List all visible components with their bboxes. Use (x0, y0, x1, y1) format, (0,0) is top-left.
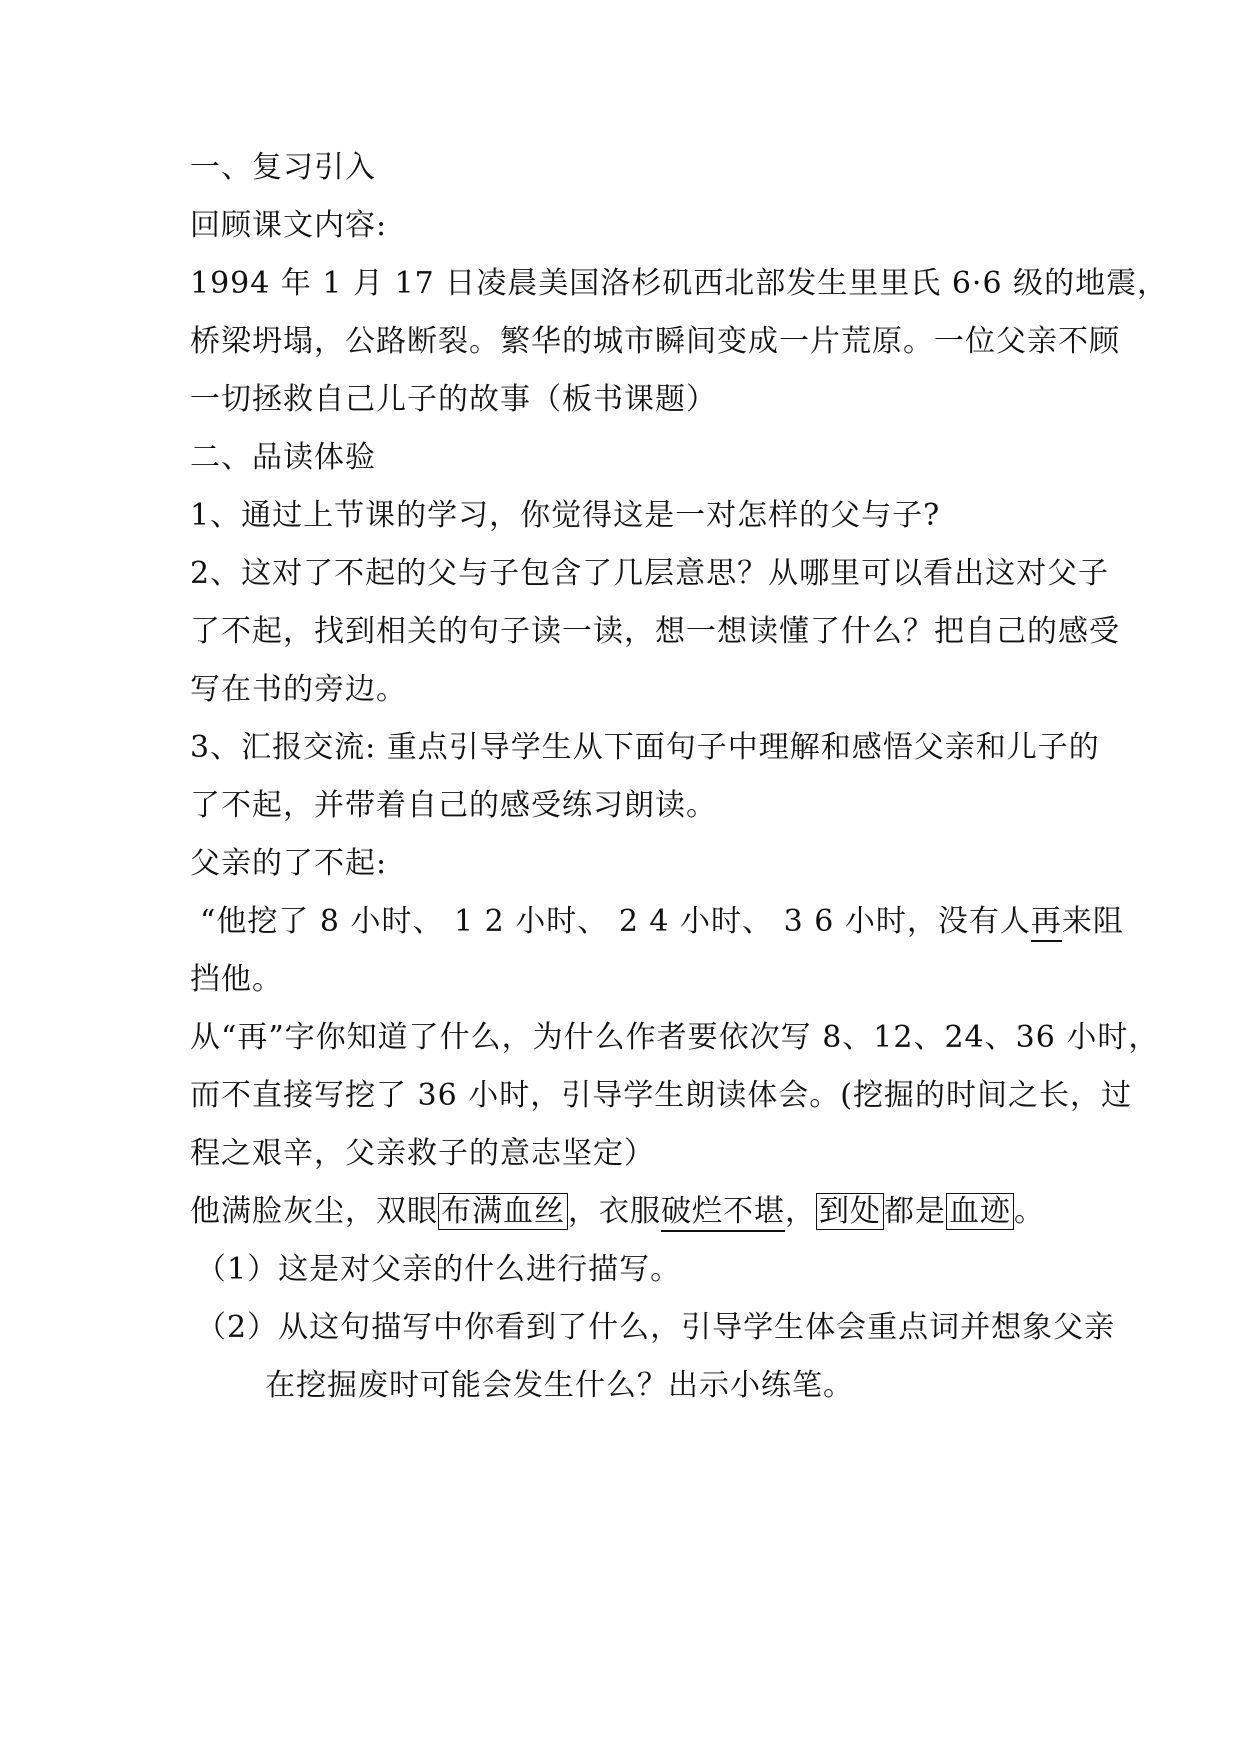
text-line: 了不起，找到相关的句子读一读，想一想读懂了什么？把自己的感受 (190, 614, 1120, 649)
sub-question-2: （2）从这句描写中你看到了什么，引导学生体会重点词并想象父亲 (196, 1310, 1116, 1345)
text-line: 程之艰辛，父亲救子的意志坚定） (190, 1136, 655, 1171)
boxed-phrase: 布满血丝 (438, 1193, 568, 1230)
quote-text: 来阻 (1061, 904, 1124, 939)
subheading-father: 父亲的了不起: (190, 846, 388, 881)
boxed-word: 血迹 (946, 1193, 1014, 1230)
text-line: 桥梁坍塌，公路断裂。繁华的城市瞬间变成一片荒原。一位父亲不顾 (190, 324, 1120, 359)
underlined-word: 再 (1031, 904, 1062, 942)
sub-question-1: （1）这是对父亲的什么进行描写。 (196, 1252, 682, 1287)
quote-line (200, 902, 1124, 942)
question-2: 2、这对了不起的父与子包含了几层意思？从哪里可以看出这对父子 (190, 556, 1110, 591)
sentence-text: ， (785, 1194, 816, 1229)
section-heading-review: 一、复习引入 (190, 150, 376, 185)
highlighted-sentence (190, 1192, 1060, 1232)
text-line: 在挖掘废时可能会发生什么？出示小练笔。 (265, 1368, 854, 1403)
sentence-text: 他满脸灰尘，双眼 (190, 1194, 438, 1229)
sentence-text: 都是 (884, 1194, 946, 1229)
text-line: 从“再”字你知道了什么，为什么作者要依次写 8、12、24、36 小时， (190, 1020, 1160, 1055)
question-3: 3、汇报交流: 重点引导学生从下面句子中理解和感悟父亲和儿子的 (190, 730, 1100, 765)
text-line: 写在书的旁边。 (190, 672, 407, 707)
text-line: 一切拯救自己儿子的故事（板书课题） (190, 382, 717, 417)
sentence-text: ，衣服 (568, 1194, 661, 1229)
section-heading-reading: 二、品读体验 (190, 440, 376, 475)
text-line: 挡他。 (190, 962, 283, 997)
sentence-text: 。 (1014, 1194, 1045, 1229)
text-line: 了不起，并带着自己的感受练习朗读。 (190, 788, 717, 823)
text-line: 而不直接写挖了 36 小时，引导学生朗读体会。(挖掘的时间之长，过 (190, 1078, 1132, 1113)
text-line: 1994 年 1 月 17 日凌晨美国洛杉矶西北部发生里里氏 6·6 级的地震， (190, 266, 1169, 301)
underlined-phrase: 破烂不堪 (661, 1194, 785, 1232)
boxed-word: 到处 (816, 1193, 884, 1230)
text-line: 回顾课文内容: (190, 208, 388, 243)
question-1: 1、通过上节课的学习，你觉得这是一对怎样的父与子? (190, 498, 941, 533)
quote-text: “他挖了 8 小时、 1 2 小时、 2 4 小时、 3 6 小时，没有人 (200, 904, 1031, 939)
